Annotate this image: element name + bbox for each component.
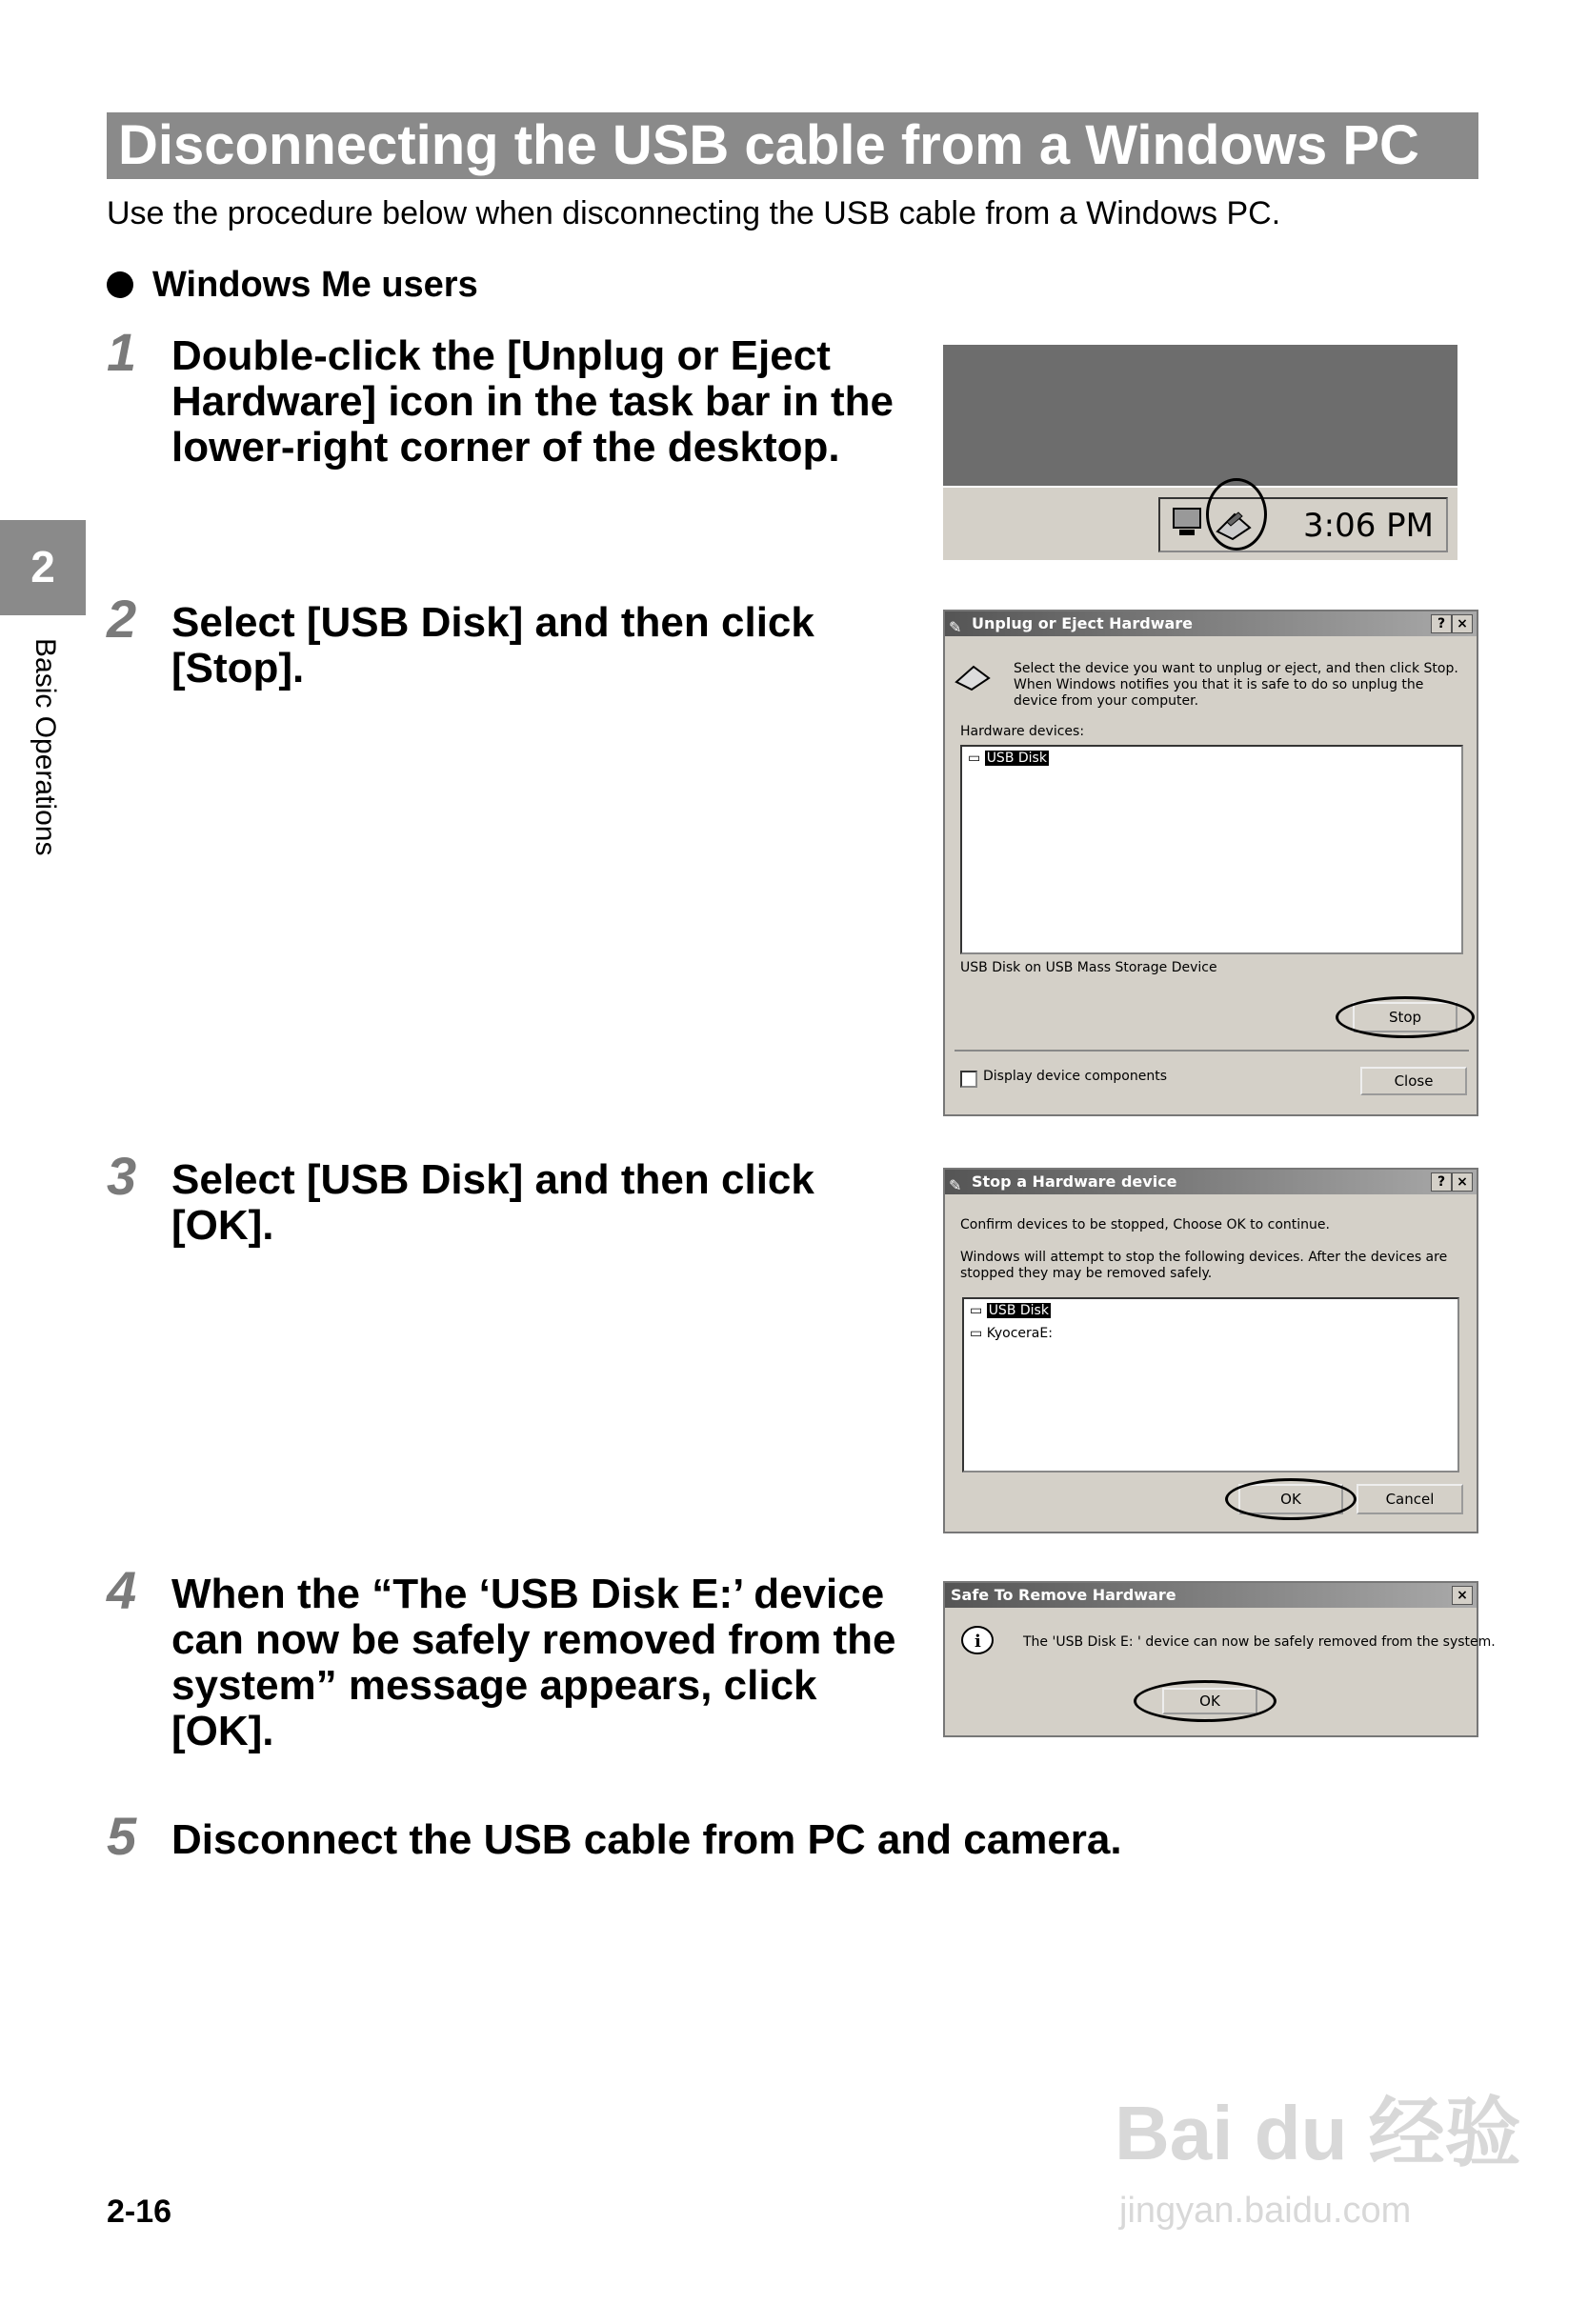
dialog-message: Windows will attempt to stop the following devices. After the devices are stopped they may be removed safely. — [960, 1250, 1448, 1281]
baidu-watermark-url: jingyan.baidu.com — [1119, 2191, 1412, 2231]
help-button[interactable]: ? — [1431, 1172, 1452, 1192]
network-monitor-icon[interactable] — [1170, 507, 1206, 539]
system-tray — [1158, 497, 1448, 552]
chapter-label: Basic Operations — [30, 638, 61, 856]
chapter-number: 2 — [30, 542, 55, 591]
close-icon[interactable]: × — [1452, 1586, 1473, 1605]
info-icon — [958, 1623, 996, 1661]
list-item[interactable] — [968, 751, 1049, 766]
dialog-message: Select the device you want to unplug or eject, and then click Stop. When Windows notifies you that it is safe to do so unplug the device from your computer. — [1014, 661, 1458, 709]
dialog-message: The 'USB Disk E: ' device can now be safely removed from the system. — [1023, 1634, 1496, 1650]
drive-icon: ▭ — [970, 1326, 983, 1341]
device-status: USB Disk on USB Mass Storage Device — [960, 960, 1217, 975]
step-number: 2 — [107, 589, 137, 649]
dialog-titlebar — [945, 1170, 1477, 1194]
list-item[interactable] — [970, 1326, 1053, 1341]
unplug-eject-dialog — [943, 610, 1478, 1116]
taskbar-clock: 3:06 PM — [1303, 507, 1434, 545]
section-heading — [107, 263, 478, 307]
page-title: Disconnecting the USB cable from a Windows PC — [118, 114, 1419, 176]
baidu-watermark: Bai du 经验 — [1115, 2091, 1521, 2175]
dialog-titlebar — [945, 1583, 1477, 1608]
svg-text:i: i — [975, 1632, 981, 1652]
step-number: 5 — [107, 1806, 137, 1866]
eject-hardware-icon — [955, 659, 993, 693]
ok-button[interactable]: OK — [1162, 1688, 1257, 1714]
hardware-icon: ✎ — [949, 618, 962, 636]
page-number: 2-16 — [107, 2194, 172, 2230]
usb-disk-icon: ▭ — [970, 1303, 983, 1318]
dialog-message: Confirm devices to be stopped, Choose OK to continue. — [960, 1217, 1330, 1232]
intro-text: Use the procedure below when disconnecting the USB cable from a Windows PC. — [107, 195, 1281, 231]
hardware-devices-list[interactable] — [960, 745, 1463, 954]
step-number: 1 — [107, 322, 137, 382]
hardware-icon: ✎ — [949, 1176, 962, 1194]
close-icon[interactable]: × — [1452, 1172, 1473, 1192]
step-text: Disconnect the USB cable from PC and camera. — [171, 1816, 1122, 1863]
step-text: Select [USB Disk] and then click [Stop]. — [171, 599, 814, 691]
hardware-devices-label: Hardware devices: — [960, 724, 1085, 739]
close-icon[interactable]: × — [1452, 614, 1473, 633]
display-components-checkbox[interactable] — [960, 1071, 977, 1088]
taskbar-screenshot — [943, 345, 1457, 560]
desktop-area — [943, 345, 1457, 486]
usb-disk-icon: ▭ — [968, 751, 981, 766]
dialog-title: Safe To Remove Hardware — [951, 1586, 1176, 1604]
highlight-circle — [1336, 996, 1475, 1038]
dialog-title: Stop a Hardware device — [972, 1172, 1177, 1191]
highlight-circle — [1134, 1680, 1276, 1722]
checkbox-label: Display device components — [983, 1069, 1167, 1084]
highlight-circle — [1206, 478, 1267, 551]
close-button[interactable]: Close — [1360, 1067, 1467, 1095]
stop-hardware-dialog — [943, 1168, 1478, 1533]
step-number: 4 — [107, 1560, 137, 1620]
cancel-button[interactable]: Cancel — [1357, 1484, 1463, 1514]
highlight-circle — [1225, 1478, 1357, 1520]
devices-to-stop-list[interactable] — [962, 1297, 1459, 1473]
list-item-label: USB Disk — [988, 1303, 1049, 1318]
taskbar — [943, 488, 1457, 560]
bullet-icon — [107, 271, 133, 298]
section-title-bar — [107, 112, 1478, 179]
step-text: When the “The ‘USB Disk E:’ device can now be safely removed from the system” message appears, click [OK]. — [171, 1571, 896, 1754]
list-item-label: USB Disk — [986, 751, 1047, 766]
list-item[interactable] — [970, 1303, 1051, 1318]
stop-button[interactable]: Stop — [1353, 1002, 1457, 1032]
step-number: 3 — [107, 1146, 137, 1206]
dialog-title: Unplug or Eject Hardware — [972, 614, 1194, 632]
dialog-titlebar — [945, 611, 1477, 636]
safe-to-remove-dialog — [943, 1581, 1496, 1737]
ok-button[interactable]: OK — [1238, 1484, 1343, 1514]
section-heading-label: Windows Me users — [152, 265, 478, 305]
divider — [955, 1050, 1469, 1052]
list-item-label: KyoceraE: — [986, 1326, 1053, 1341]
chapter-tab — [0, 520, 86, 615]
step-text: Select [USB Disk] and then click [OK]. — [171, 1156, 814, 1249]
help-button[interactable]: ? — [1431, 614, 1452, 633]
step-text: Double-click the [Unplug or Eject Hardware] icon in the task bar in the lower-right corner of the desktop. — [171, 332, 894, 471]
